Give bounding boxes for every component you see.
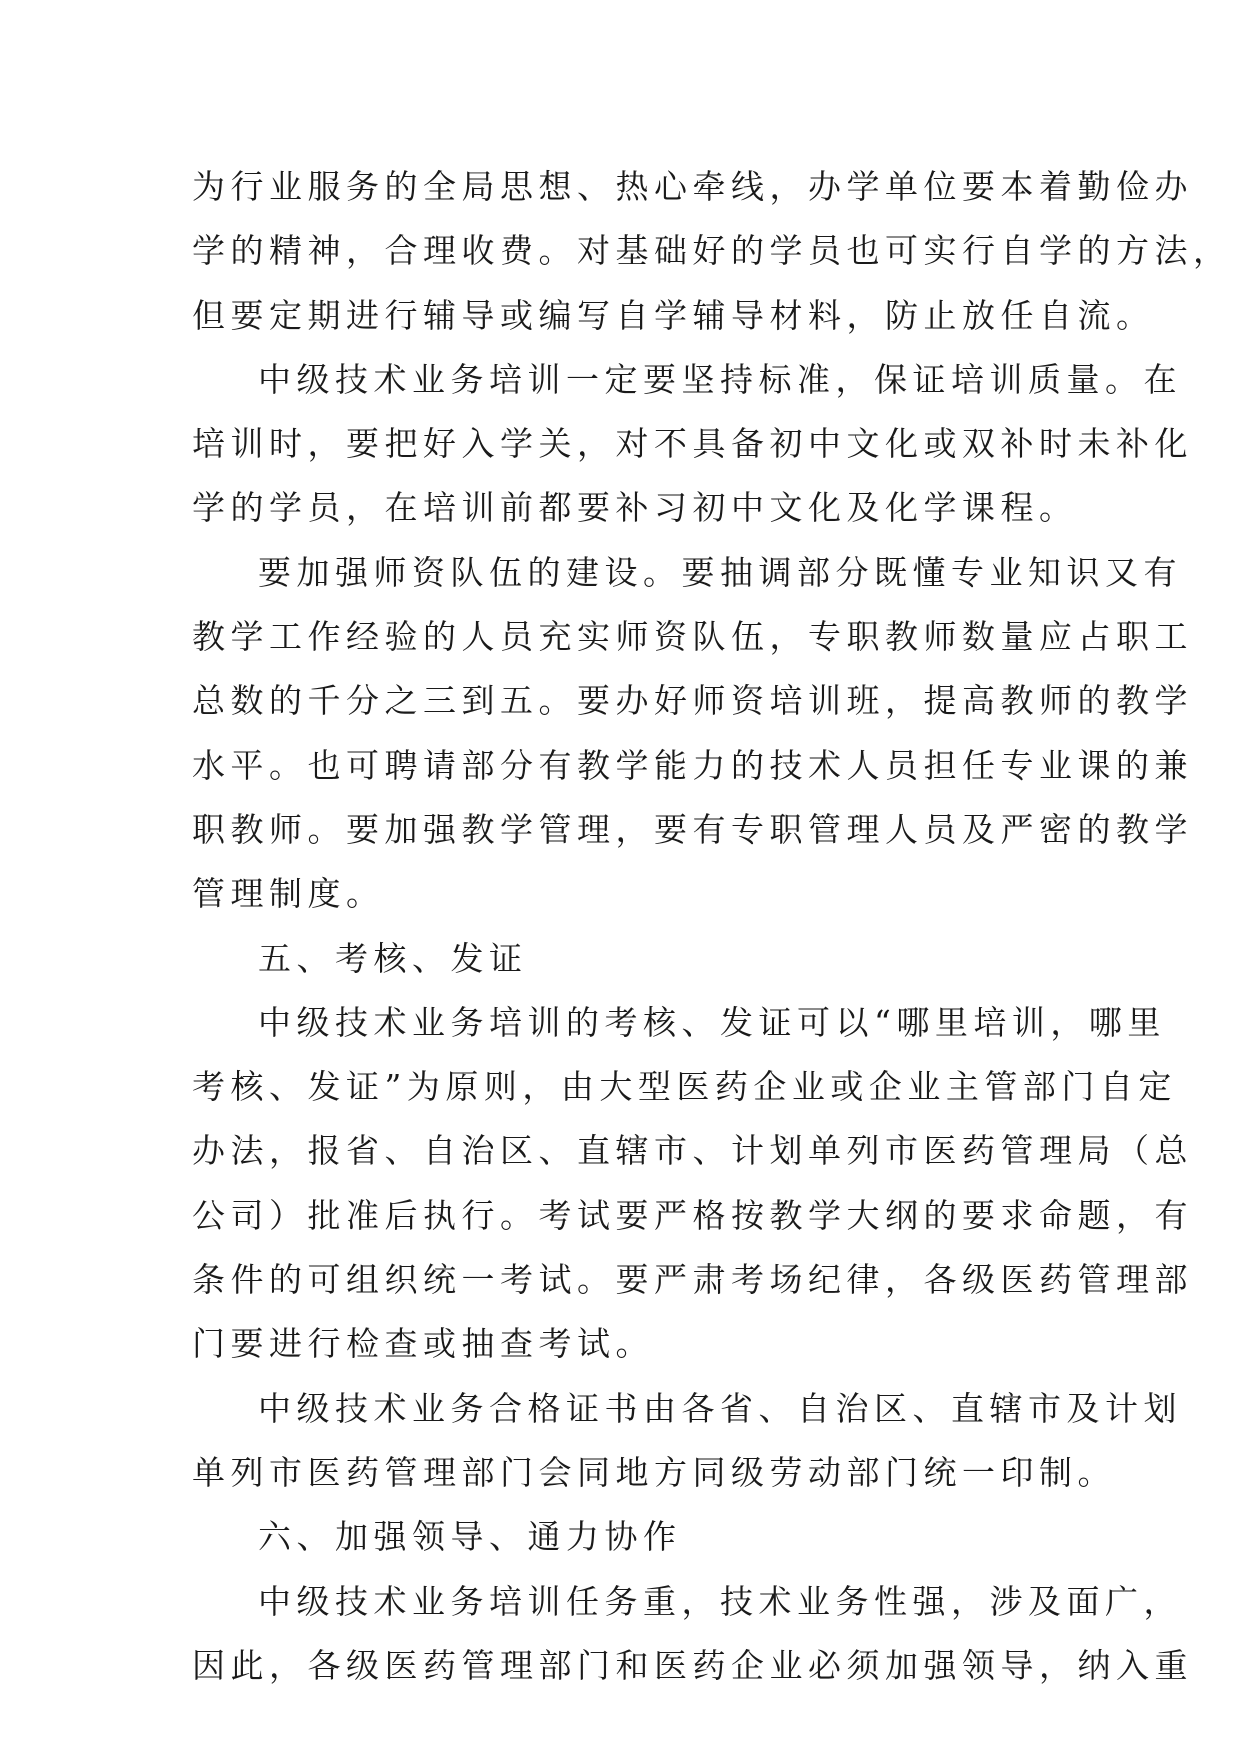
- text-line: 中级技术业务培训一定要坚持标准，保证培训质量。在: [258, 359, 1182, 399]
- text-line: 中级技术业务培训的考核、发证可以“哪里培训，哪里: [258, 1002, 1166, 1042]
- text-line: 六、加强领导、通力协作: [258, 1517, 682, 1557]
- text-line: 管理制度。: [192, 874, 385, 914]
- text-line: 办法，报省、自治区、直辖市、计划单列市医药管理局（总: [192, 1131, 1193, 1171]
- text-line: 因此，各级医药管理部门和医药企业必须加强领导，纳入重: [192, 1645, 1193, 1685]
- text-line: 水平。也可聘请部分有教学能力的技术人员担任专业课的兼: [192, 745, 1193, 785]
- text-line: 职教师。要加强教学管理，要有专职管理人员及严密的教学: [192, 809, 1193, 849]
- text-line: 单列市医药管理部门会同地方同级劳动部门统一印制。: [192, 1452, 1116, 1492]
- text-line: 五、考核、发证: [258, 938, 528, 978]
- text-line: 培训时，要把好入学关，对不具备初中文化或双补时未补化: [192, 424, 1193, 464]
- text-line: 学的精神，合理收费。对基础好的学员也可实行自学的方法，: [192, 231, 1232, 271]
- text-line: 为行业服务的全局思想、热心牵线，办学单位要本着勤俭办: [192, 167, 1193, 206]
- text-line: 但要定期进行辅导或编写自学辅导材料，防止放任自流。: [192, 295, 1155, 335]
- text-line: 学的学员，在培训前都要补习初中文化及化学课程。: [192, 488, 1078, 528]
- text-line: 教学工作经验的人员充实师资队伍，专职教师数量应占职工: [192, 617, 1193, 657]
- text-line: 中级技术业务合格证书由各省、自治区、直辖市及计划: [258, 1388, 1182, 1428]
- document-body: [192, 155, 1232, 1698]
- text-line: 考核、发证”为原则，由大型医药企业或企业主管部门自定: [192, 1067, 1177, 1107]
- text-line: 总数的千分之三到五。要办好师资培训班，提高教师的教学: [192, 681, 1193, 721]
- text-line: 中级技术业务培训任务重，技术业务性强，涉及面广，: [258, 1581, 1182, 1621]
- text-line: 门要进行检查或抽查考试。: [192, 1324, 654, 1364]
- text-line: 公司）批准后执行。考试要严格按教学大纲的要求命题，有: [192, 1195, 1193, 1235]
- text-line: 要加强师资队伍的建设。要抽调部分既懂专业知识又有: [258, 552, 1182, 592]
- text-line: 条件的可组织统一考试。要严肃考场纪律，各级医药管理部: [192, 1260, 1193, 1300]
